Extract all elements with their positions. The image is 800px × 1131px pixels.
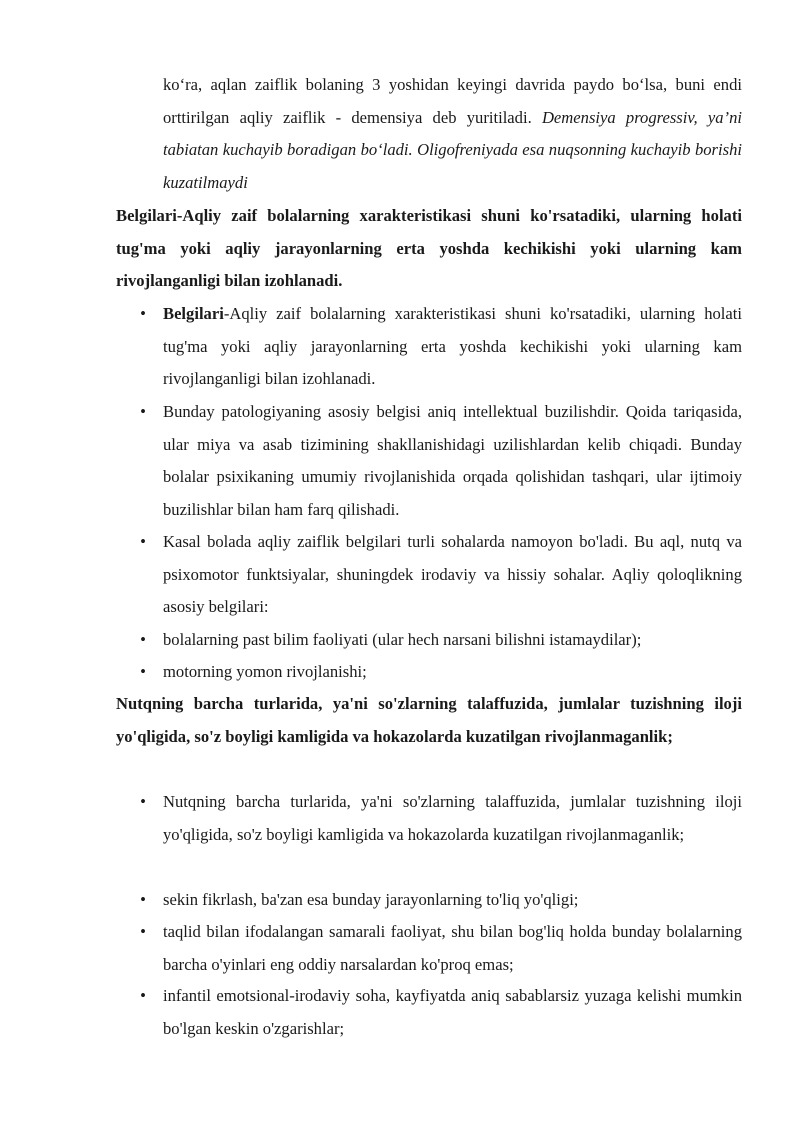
list-item-text: Bunday patologiyaning asosiy belgisi aniq intellektual buzilishdir. Qoida tariqasida, ular miya va asab tizimining shakllanishidagi uzilishlardan kelib chiqadi. Bunday bolalar psixikaning umumiy rivojlanishida orqada qolishidan tashqari, ular ijtimoiy buzilishlar bilan ham farq qilishadi. <box>163 402 742 519</box>
list-item-text: -Aqliy zaif bolalarning xarakteristikasi shuni ko'rsatadiki, ularning holati tug'ma yoki aqliy jarayonlarning erta yoshda kechikishi yoki ularning kam rivojlanganligi bilan izohlanadi. <box>163 304 742 389</box>
bullet-icon <box>138 884 148 917</box>
list-item-text: Nutqning barcha turlarida, ya'ni so'zlarning talaffuzida, jumlalar tuzishning iloji yo'qligida, so'z boyligi kamligida va hokazolarda kuzatilgan rivojlanmaganlik; <box>163 792 742 844</box>
list-item-lead: Belgilari <box>163 304 224 323</box>
list-item <box>163 916 742 981</box>
list-item <box>163 396 742 526</box>
list-item <box>163 656 742 689</box>
list-item <box>163 526 742 624</box>
list-item-text: motorning yomon rivojlanishi; <box>163 662 367 681</box>
list-item <box>163 884 742 917</box>
bullet-icon <box>138 624 148 657</box>
intro-text: ko‘ra, aqlan zaiflik bolaning 3 yoshidan keyingi davrida paydo bo‘lsa, buni endi orttirilgan aqliy zaiflik - demensiya deb yuritiladi. <box>163 75 742 127</box>
heading-belgilari: Belgilari-Aqliy zaif bolalarning xarakteristikasi shuni ko'rsatadiki, ularning holati tug'ma yoki aqliy jarayonlarning erta yoshda kechikishi yoki ularning kam rivojlanganligi bilan izohlanadi. <box>116 206 742 291</box>
bullet-icon <box>138 396 148 429</box>
list-item-text: infantil emotsional-irodaviy soha, kayfiyatda aniq sabablarsiz yuzaga kelishi mumkin bo'lgan keskin o'zgarishlar; <box>163 986 742 1038</box>
list-item <box>163 298 742 396</box>
list-item-text: Kasal bolada aqliy zaiflik belgilari turli sohalarda namoyon bo'ladi. Bu aql, nutq va psixomotor funktsiyalar, shuningdek irodaviy va hissiy sohalar. Aqliy qoloqlikning asosiy belgilari: <box>163 532 742 617</box>
bullet-icon <box>138 916 148 949</box>
list-item-text: sekin fikrlash, ba'zan esa bunday jarayonlarning to'liq yo'qligi; <box>163 890 579 909</box>
bullet-icon <box>138 980 148 1013</box>
intro-italic-text: Demensiya progressiv, ya’ni tabiatan kuchayib boradigan bo‘ladi. Oligofreniyada esa nuqsonning kuchayib borishi kuzatilmaydi <box>163 107 742 192</box>
bullet-icon <box>138 298 148 331</box>
list-item-text: taqlid bilan ifodalangan samarali faoliyat, shu bilan bog'liq holda bunday bolalarning barcha o'yinlari eng oddiy narsalardan ko'proq emas; <box>163 922 742 974</box>
heading-nutqning: Nutqning barcha turlarida, ya'ni so'zlarning talaffuzida, jumlalar tuzishning iloji yo'qligida, so'z boyligi kamligida va hokazolarda kuzatilgan rivojlanmaganlik; <box>116 694 742 746</box>
intro-paragraph <box>163 69 742 199</box>
list-item <box>163 624 742 657</box>
bullet-icon <box>138 526 148 559</box>
list-item <box>163 786 742 851</box>
list-item-text: bolalarning past bilim faoliyati (ular hech narsani bilishni istamaydilar); <box>163 630 642 649</box>
bullet-icon <box>138 786 148 819</box>
bullet-icon <box>138 656 148 689</box>
list-item <box>163 980 742 1045</box>
